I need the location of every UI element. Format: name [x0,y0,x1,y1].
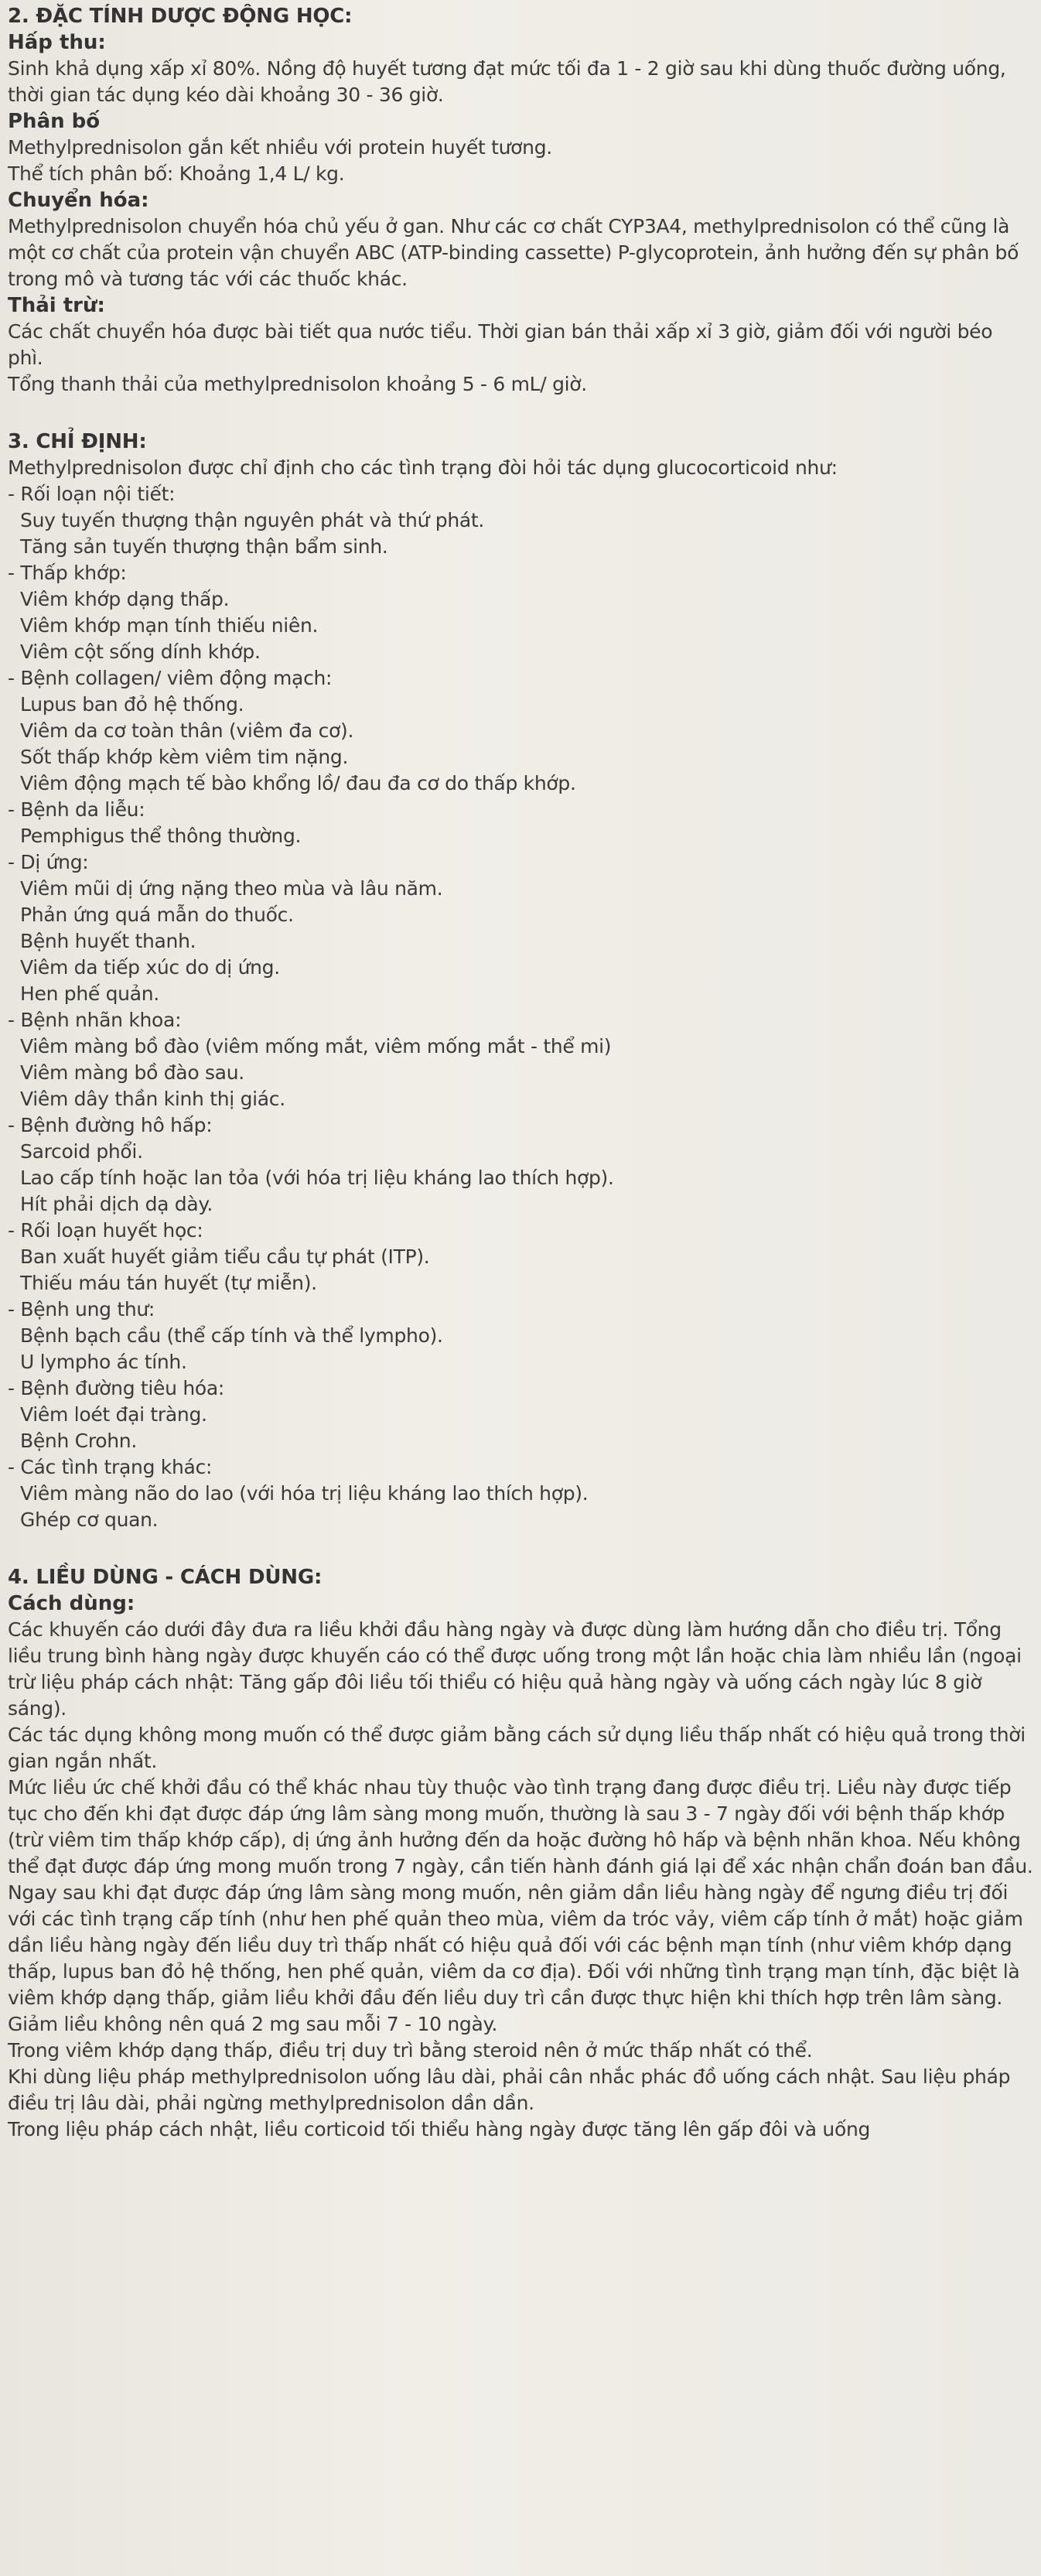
indication-item: Tăng sản tuyến thượng thận bẩm sinh. [20,535,388,558]
indication-item: Hít phải dịch dạ dày. [20,1193,213,1215]
dosage-paragraph-6: Trong liệu pháp cách nhật, liều corticoid tối thiểu hàng ngày được tăng lên gấp đôi và uống [8,2118,871,2140]
indication-category: - Bệnh da liễu: [8,798,145,821]
indication-category: - Bệnh collagen/ viêm động mạch: [8,667,333,689]
dosage-paragraph-3: Mức liều ức chế khởi đầu có thể khác nhau tùy thuộc vào tình trạng đang được điều trị. Liều này được tiếp tục cho đến khi đạt được đáp ứng lâm sàng mong muốn, thường là sau 3 - 7 ngày đối với bệnh thấp khớp (trừ viêm tim thấp khớp cấp), dị ứng ảnh hưởng đến da hoặc đường hô hấp và bệnh nhãn khoa. Nếu không thể đạt được đáp ứng mong muốn trong 7 ngày, cần tiến hành đánh giá lại để xác nhận chẩn đoán ban đầu. Ngay sau khi đạt được đáp ứng lâm sàng mong muốn, nên giảm dần liều hàng ngày để ngưng điều trị đối với các tình trạng cấp tính (như hen phế quản theo mùa, viêm da tróc vảy, viêm cấp tính ở mắt) hoặc giảm dần liều hàng ngày đến liều duy trì thấp nhất có hiệu quả đối với các bệnh mạn tính (như viêm khớp dạng thấp, lupus ban đỏ hệ thống, hen phế quản, viêm da cơ địa). Đối với những tình trạng mạn tính, đặc biệt là viêm khớp dạng thấp, giảm liều khởi đầu đến liều duy trì cần được thực hiện khi thích hợp trên lâm sàng. Giảm liều không nên quá 2 mg sau mỗi 7 - 10 ngày. [8,1776,1033,2035]
dosage-paragraph-5: Khi dùng liệu pháp methylprednisolon uống lâu dài, phải cân nhắc phác đồ uống cách nhật. Sau liệu pháp điều trị lâu dài, phải ngừng methylprednisolon dần dần. [8,2065,1011,2114]
indication-item: Viêm da cơ toàn thân (viêm đa cơ). [20,719,354,742]
metabolism-text: Methylprednisolon chuyển hóa chủ yếu ở gan. Như các cơ chất CYP3A4, methylprednisolon có thể cũng là một cơ chất của protein vận chuyển ABC (ATP-binding cassette) P-glycoprotein, ảnh hưởng đến sự phân bố trong mô và tương tác với các thuốc khác. [8,215,1019,290]
indication-category: - Bệnh ung thư: [8,1298,155,1320]
indication-item: Viêm khớp mạn tính thiếu niên. [20,614,319,637]
indication-category: - Thấp khớp: [8,562,127,584]
subheading-absorption: Hấp thu: [8,31,106,54]
indication-category: - Các tình trạng khác: [8,1456,213,1478]
absorption-text: Sinh khả dụng xấp xỉ 80%. Nồng độ huyết tương đạt mức tối đa 1 - 2 giờ sau khi dùng thuốc đường uống, thời gian tác dụng kéo dài khoảng 30 - 36 giờ. [8,57,1006,106]
subheading-usage: Cách dùng: [8,1592,135,1615]
indication-item: Viêm mũi dị ứng nặng theo mùa và lâu năm. [20,877,443,900]
indication-list [8,481,1033,1533]
indication-item: Lupus ban đỏ hệ thống. [20,693,244,716]
section-title-indications: 3. CHỈ ĐỊNH: [8,430,147,453]
indication-item: Viêm động mạch tế bào khổng lồ/ đau đa cơ do thấp khớp. [20,772,576,794]
indication-item: Viêm khớp dạng thấp. [20,588,230,610]
indication-item: Sốt thấp khớp kèm viêm tim nặng. [20,746,349,768]
indication-item: Bệnh huyết thanh. [20,930,196,952]
indication-item: Pemphigus thể thông thường. [20,825,302,847]
subheading-metabolism: Chuyển hóa: [8,189,149,212]
elimination-text-1: Các chất chuyển hóa được bài tiết qua nước tiểu. Thời gian bán thải xấp xỉ 3 giờ, giảm đối với người béo phì. [8,320,993,369]
section-title-dosage: 4. LIỀU DÙNG - CÁCH DÙNG: [8,1566,323,1589]
section-spacer [8,1533,1033,1564]
indication-category: - Rối loạn huyết học: [8,1219,203,1242]
dosage-paragraph-2: Các tác dụng không mong muốn có thể được giảm bằng cách sử dụng liều thấp nhất có hiệu quả trong thời gian ngắn nhất. [8,1724,1026,1772]
indication-item: Suy tuyến thượng thận nguyên phát và thứ phát. [20,509,485,531]
indication-item: Bệnh bạch cầu (thể cấp tính và thể lympho). [20,1324,443,1347]
distribution-text-2: Thể tích phân bố: Khoảng 1,4 L/ kg. [8,162,345,185]
indication-item: Thiếu máu tán huyết (tự miễn). [20,1272,317,1294]
indication-category: - Bệnh nhãn khoa: [8,1009,182,1031]
dosage-paragraph-4: Trong viêm khớp dạng thấp, điều trị duy trì bằng steroid nên ở mức thấp nhất có thể. [8,2039,813,2062]
indication-item: Viêm màng bồ đào sau. [20,1061,244,1084]
indication-item: Ban xuất huyết giảm tiểu cầu tự phát (ITP). [20,1245,430,1268]
indication-item: Hen phế quản. [20,982,159,1005]
dosage-paragraph-1: Các khuyến cáo dưới đây đưa ra liều khởi đầu hàng ngày và được dùng làm hướng dẫn cho điều trị. Tổng liều trung bình hàng ngày được khuyến cáo có thể được uống trong một lần hoặc chia làm nhiều lần (ngoại trừ liệu pháp cách nhật: Tăng gấp đôi liều tối thiểu có hiệu quả hàng ngày và uống cách ngày lúc 8 giờ sáng). [8,1618,1022,1720]
indications-intro: Methylprednisolon được chỉ định cho các tình trạng đòi hỏi tác dụng glucocorticoid như: [8,456,838,479]
indication-item: Viêm dây thần kinh thị giác. [20,1088,285,1110]
indication-category: - Rối loạn nội tiết: [8,483,176,505]
section-spacer [8,398,1033,429]
indication-item: Phản ứng quá mẫn do thuốc. [20,904,294,926]
elimination-text-2: Tổng thanh thải của methylprednisolon khoảng 5 - 6 mL/ giờ. [8,373,587,395]
indication-category: - Bệnh đường hô hấp: [8,1114,213,1136]
subheading-elimination: Thải trừ: [8,294,105,317]
indication-item: Sarcoid phổi. [20,1140,143,1163]
indication-item: Lao cấp tính hoặc lan tỏa (với hóa trị liệu kháng lao thích hợp). [20,1167,614,1189]
indication-item: Viêm da tiếp xúc do dị ứng. [20,956,280,979]
indication-item: Ghép cơ quan. [20,1508,159,1531]
indication-item: Bệnh Crohn. [20,1430,137,1452]
indication-item: Viêm màng não do lao (với hóa trị liệu kháng lao thích hợp). [20,1482,589,1505]
indication-item: Viêm cột sống dính khớp. [20,641,261,663]
indication-category: - Dị ứng: [8,851,89,873]
indication-item: Viêm loét đại tràng. [20,1403,207,1426]
subheading-distribution: Phân bố [8,110,101,133]
section-title-pharmacokinetics: 2. ĐẶC TÍNH DƯỢC ĐỘNG HỌC: [8,5,353,28]
indication-category: - Bệnh đường tiêu hóa: [8,1377,225,1399]
document-content [8,3,1033,2143]
indication-item: Viêm màng bồ đào (viêm mống mắt, viêm mống mắt - thể mi) [20,1035,612,1057]
distribution-text-1: Methylprednisolon gắn kết nhiều với protein huyết tương. [8,136,552,159]
indication-item: U lympho ác tính. [20,1351,187,1373]
